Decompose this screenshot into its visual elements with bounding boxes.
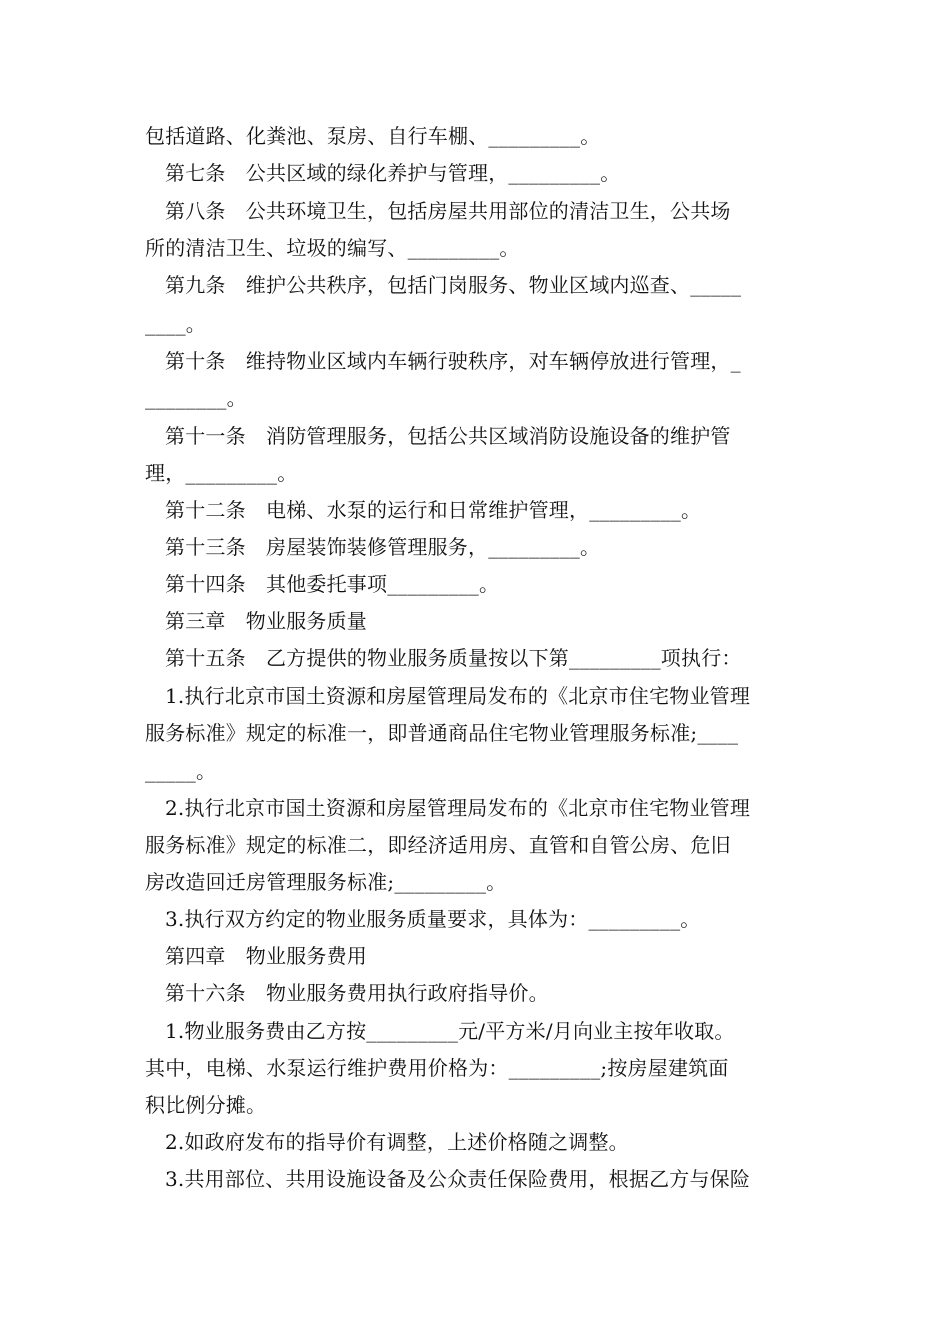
article-7: 第七条 公共区域的绿化养护与管理，_________。	[165, 161, 621, 185]
text-line: 房改造回迁房管理服务标准;_________。	[145, 870, 507, 894]
text-line: 积比例分摊。	[145, 1093, 267, 1117]
article-14: 第十四条 其他委托事项_________。	[165, 572, 500, 596]
chapter-4-heading: 第四章 物业服务费用	[165, 944, 367, 968]
article-9: 第九条 维护公共秩序，包括门岗服务、物业区域内巡查、_____	[165, 273, 742, 297]
text-line: ________。	[145, 386, 247, 410]
article-16: 第十六条 物业服务费用执行政府指导价。	[165, 981, 549, 1005]
text-line: 其中，电梯、水泵运行维护费用价格为：_________;按房屋建筑面	[145, 1056, 729, 1080]
article-12: 第十二条 电梯、水泵的运行和日常维护管理，_________。	[165, 498, 702, 522]
chapter-3-heading: 第三章 物业服务质量	[165, 609, 367, 633]
text-line: 包括道路、化粪池、泵房、自行车棚、_________。	[145, 124, 601, 148]
text-line: 理，_________。	[145, 461, 298, 485]
text-line: ____。	[145, 312, 206, 336]
article-13: 第十三条 房屋装饰装修管理服务，_________。	[165, 535, 601, 559]
article-11: 第十一条 消防管理服务，包括公共区域消防设施设备的维护管	[165, 424, 731, 448]
item-1: 1.执行北京市国土资源和房屋管理局发布的《北京市住宅物业管理	[165, 684, 751, 708]
text-line: _____。	[145, 759, 217, 783]
fee-item-2: 2.如政府发布的指导价有调整，上述价格随之调整。	[165, 1130, 629, 1154]
item-2: 2.执行北京市国土资源和房屋管理局发布的《北京市住宅物业管理	[165, 796, 751, 820]
text-line: 所的清洁卫生、垃圾的编写、_________。	[145, 236, 520, 260]
text-line: 服务标准》规定的标准二，即经济适用房、直管和自管公房、危旧	[145, 833, 731, 857]
fee-item-1: 1.物业服务费由乙方按_________元/平方米/月向业主按年收取。	[165, 1019, 735, 1043]
article-8: 第八条 公共环境卫生，包括房屋共用部位的清洁卫生，公共场	[165, 199, 731, 223]
fee-item-3: 3.共用部位、共用设施设备及公众责任保险费用，根据乙方与保险	[165, 1167, 751, 1191]
text-line: 服务标准》规定的标准一，即普通商品住宅物业管理服务标准;____	[145, 721, 739, 745]
article-10: 第十条 维持物业区域内车辆行驶秩序，对车辆停放进行管理，_	[165, 349, 741, 373]
item-3: 3.执行双方约定的物业服务质量要求，具体为：_________。	[165, 907, 701, 931]
article-15: 第十五条 乙方提供的物业服务质量按以下第_________项执行：	[165, 646, 742, 670]
